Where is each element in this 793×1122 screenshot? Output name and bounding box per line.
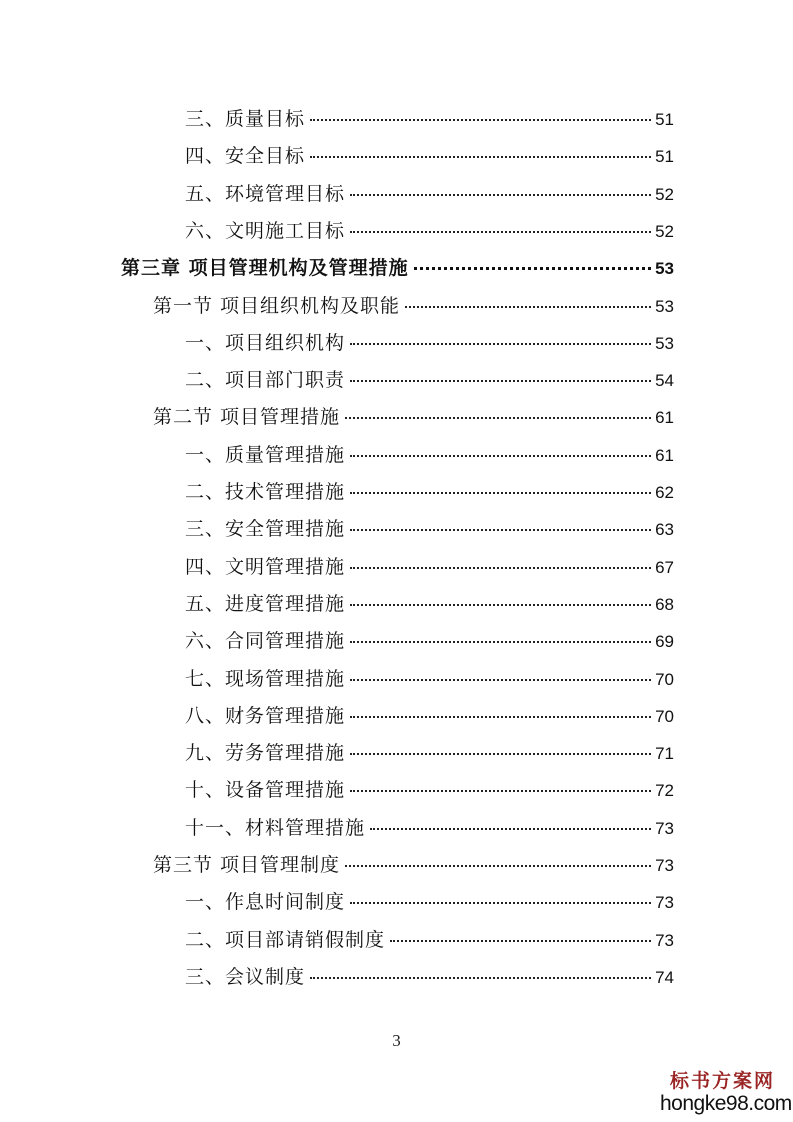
toc-dot-leader xyxy=(350,490,651,494)
toc-entry-title: 第一节 项目组织机构及职能 xyxy=(153,295,401,317)
toc-entry-item[interactable] xyxy=(185,325,674,362)
toc-entry-page: 61 xyxy=(655,446,674,465)
watermark-logo xyxy=(660,1070,792,1116)
toc-entry-title: 第二节 项目管理措施 xyxy=(153,406,341,428)
toc-dot-leader xyxy=(350,229,651,233)
toc-entry-title: 八、财务管理措施 xyxy=(185,705,346,727)
toc-dot-leader xyxy=(350,639,651,643)
toc-entry-title: 二、技术管理措施 xyxy=(185,481,346,503)
toc-entry-title: 一、质量管理措施 xyxy=(185,444,346,466)
toc-dot-leader xyxy=(350,788,651,792)
toc-dot-leader xyxy=(350,565,651,569)
toc-entry-section[interactable] xyxy=(153,847,674,884)
toc-entry-page: 70 xyxy=(655,670,674,689)
toc-entry-item[interactable] xyxy=(185,735,674,772)
toc-entry-title: 二、项目部请销假制度 xyxy=(185,929,386,951)
toc-entry-title: 六、合同管理措施 xyxy=(185,630,346,652)
toc-entry-item[interactable] xyxy=(185,176,674,213)
toc-dot-leader xyxy=(390,938,651,942)
toc-entry-item[interactable] xyxy=(185,810,674,847)
toc-entry-title: 六、文明施工目标 xyxy=(185,220,346,242)
toc-entry-item[interactable] xyxy=(185,549,674,586)
toc-entry-item[interactable] xyxy=(185,511,674,548)
toc-entry-page: 53 xyxy=(655,297,674,316)
toc-entry-item[interactable] xyxy=(185,884,674,921)
toc-entry-item[interactable] xyxy=(185,101,674,138)
toc-dot-leader xyxy=(310,975,651,979)
toc-entry-title: 五、进度管理措施 xyxy=(185,593,346,615)
toc-entry-page: 74 xyxy=(655,968,674,987)
toc-entry-page: 61 xyxy=(655,408,674,427)
toc-entry-title: 五、环境管理目标 xyxy=(185,183,346,205)
toc-dot-leader xyxy=(350,677,651,681)
toc-entry-title: 十一、材料管理措施 xyxy=(185,817,366,839)
toc-entry-page: 69 xyxy=(655,632,674,651)
toc-entry-page: 63 xyxy=(655,520,674,539)
toc-entry-item[interactable] xyxy=(185,772,674,809)
toc-entry-title: 九、劳务管理措施 xyxy=(185,742,346,764)
toc-entry-item[interactable] xyxy=(185,623,674,660)
page-number: 3 xyxy=(392,1031,401,1050)
toc-entry-title: 三、安全管理措施 xyxy=(185,518,346,540)
toc-dot-leader xyxy=(414,265,651,270)
toc-entry-title: 十、设备管理措施 xyxy=(185,779,346,801)
toc-dot-leader xyxy=(405,304,651,308)
toc-entry-title: 二、项目部门职责 xyxy=(185,369,346,391)
toc-entry-title: 七、现场管理措施 xyxy=(185,668,346,690)
toc-dot-leader xyxy=(350,527,651,531)
toc-entry-page: 68 xyxy=(655,595,674,614)
toc-entry-page: 54 xyxy=(655,371,674,390)
toc-entry-item[interactable] xyxy=(185,437,674,474)
toc-entry-item[interactable] xyxy=(185,586,674,623)
toc-entry-item[interactable] xyxy=(185,922,674,959)
toc-dot-leader xyxy=(370,826,651,830)
toc-entry-page: 71 xyxy=(655,744,674,763)
toc-entry-page: 73 xyxy=(655,931,674,950)
toc-dot-leader xyxy=(310,154,651,158)
toc-entry-page: 72 xyxy=(655,781,674,800)
toc-entry-page: 67 xyxy=(655,558,674,577)
toc-entry-title: 第三节 项目管理制度 xyxy=(153,854,341,876)
toc-entry-title: 四、文明管理措施 xyxy=(185,556,346,578)
toc-dot-leader xyxy=(350,751,651,755)
toc-entry-title: 三、质量目标 xyxy=(185,108,306,130)
toc-entry-title: 四、安全目标 xyxy=(185,145,306,167)
toc-entry-section[interactable] xyxy=(153,399,674,436)
watermark-url: hongke98.com xyxy=(660,1092,792,1115)
toc-entry-page: 73 xyxy=(655,856,674,875)
toc-dot-leader xyxy=(345,863,651,867)
toc-entry-item[interactable] xyxy=(185,362,674,399)
toc-dot-leader xyxy=(350,378,651,382)
toc-entry-item[interactable] xyxy=(185,474,674,511)
toc-entry-item[interactable] xyxy=(185,213,674,250)
toc-entry-page: 52 xyxy=(655,185,674,204)
toc-dot-leader xyxy=(350,602,651,606)
toc-entry-page: 73 xyxy=(655,819,674,838)
toc-entry-title: 第三章 项目管理机构及管理措施 xyxy=(121,257,409,279)
toc-entry-item[interactable] xyxy=(185,698,674,735)
toc-entry-page: 70 xyxy=(655,707,674,726)
toc-entry-section[interactable] xyxy=(153,288,674,325)
toc-dot-leader xyxy=(345,415,651,419)
toc-entry-page: 53 xyxy=(655,334,674,353)
toc-dot-leader xyxy=(350,714,651,718)
toc-dot-leader xyxy=(350,192,651,196)
toc-entry-page: 51 xyxy=(655,110,674,129)
toc-entry-title: 一、项目组织机构 xyxy=(185,332,346,354)
toc-entry-item[interactable] xyxy=(185,661,674,698)
toc-entry-title: 一、作息时间制度 xyxy=(185,891,346,913)
toc-dot-leader xyxy=(350,900,651,904)
toc-dot-leader xyxy=(310,117,651,121)
toc-entry-item[interactable] xyxy=(185,959,674,996)
toc-dot-leader xyxy=(350,341,651,345)
toc-entry-page: 53 xyxy=(655,259,674,278)
toc-entry-page: 52 xyxy=(655,222,674,241)
toc-entry-page: 62 xyxy=(655,483,674,502)
toc-dot-leader xyxy=(350,453,651,457)
toc-entry-item[interactable] xyxy=(185,138,674,175)
toc-entry-page: 51 xyxy=(655,147,674,166)
toc-entry-chapter[interactable] xyxy=(121,250,674,287)
watermark-name: 标书方案网 xyxy=(669,1070,775,1092)
toc-entry-page: 73 xyxy=(655,893,674,912)
toc-entry-title: 三、会议制度 xyxy=(185,966,306,988)
